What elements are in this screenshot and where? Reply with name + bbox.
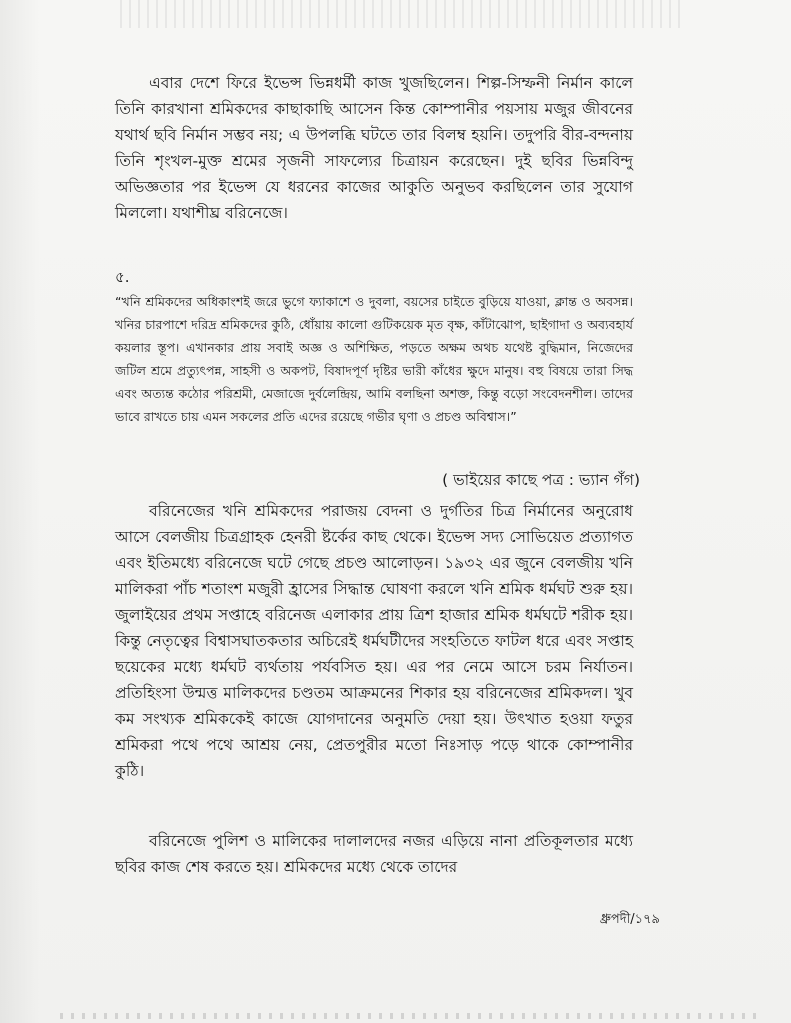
paragraph-opening: এবার দেশে ফিরে ইভেন্স ভিন্নধর্মী কাজ খুজছিলেন। শিল্প-সিম্ফনী নির্মান কালে তিনি কারখানা শ্রমিকদের কাছাকাছি আসেন কিন্ত কোম্পানীর পয়সায় মজুর জীবনের যথার্থ ছবি নির্মান সম্ভব নয়; এ উপলব্ধি ঘটতে তার বিলম্ব হয়নি। তদুপরি বীর-বন্দনায় তিনি শৃংখল-মুক্ত শ্রমের সৃজনী সাফল্যের চিত্রায়ন করেছেন। দুই ছবির ভিন্নবিন্দু অভিজ্ঞতার পর ইভেন্স যে ধরনের কাজের আকুতি অনুভব করছিলেন তার সুযোগ মিললো। যথাশীঘ্র বরিনেজে। xyxy=(115,74,633,222)
quote-source: ( ভাইয়ের কাছে পত্র : ভ্যান গঁগ) xyxy=(442,471,640,489)
letter-quote: “খনি শ্রমিকদের অধিকাংশই জরে ভুগে ফ্যাকাশে ও দুবলা, বয়সের চাইতে বুড়িয়ে যাওয়া, ক্লান্ত ও অবসন্ন। খনির চারপাশে দরিদ্র শ্রমিকদের কুঠি, ধোঁয়ায় কালো গুটিকয়েক মৃত বৃক্ষ, কাঁটাঝোপ, ছাইগাদা ও অব্যবহার্য কয়লার স্তূপ। এখানকার প্রায় সবাই অজ্ঞ ও অশিক্ষিত, পড়তে অক্ষম অথচ যথেষ্ট বুদ্ধিমান, নিজেদের জটিল শ্রমে প্রত্যুৎপন্ন, সাহসী ও অকপট, বিষাদপূর্ণ দৃষ্টির ভারী কাঁধের ক্ষুদে মানুষ। বহু বিষয়ে তারা সিদ্ধ এবং অত্যন্ত কঠোর পরিশ্রমী, মেজাজে দুর্বলেন্দ্রিয়, আমি বলছিনা অশক্ত, কিন্তু বড়ো সংবেদনশীল। তাদের ভাবে রাখতে চায় এমন সকলের প্রতি এদের রয়েছে গভীর ঘৃণা ও প্রচণ্ড অবিশ্বাস।” xyxy=(115,294,633,424)
show-through-text xyxy=(120,0,680,28)
paragraph-borinage: বরিনেজের খনি শ্রমিকদের পরাজয় বেদনা ও দুর্গতির চিত্র নির্মানের অনুরোধ আসে বেলজীয় চিত্রগ্রাহক হেনরী ষ্টর্কের কাছ থেকে। ইভেন্স সদ্য সোভিয়েত প্রত্যাগত এবং ইতিমধ্যে বরিনেজে ঘটে গেছে প্রচণ্ড আলোড়ন। ১৯৩২ এর জুনে বেলজীয় খনি মালিকরা পাঁচ শতাংশ মজুরী হ্রাসের সিদ্ধান্ত ঘোষণা করলে খনি শ্রমিক ধর্মঘট শুরু হয়। জুলাইয়ের প্রথম সপ্তাহে বরিনেজ এলাকার প্রায় ত্রিশ হাজার শ্রমিক ধর্মঘটে শরীক হয়। কিন্তু নেতৃত্বের বিশ্বাসঘাতকতার অচিরেই ধর্মঘটীদের সংহতিতে ফাটল ধরে এবং সপ্তাহ ছয়েকের মধ্যে ধর্মঘট ব্যর্থতায় পর্যবসিত হয়। এর পর নেমে আসে চরম নির্যাতন। প্রতিহিংসা উন্মত্ত মালিকদের চণ্ডতম আক্রমনের শিকার হয় বরিনেজের শ্রমিকদল। খুব কম সংখ্যক শ্রমিককেই কাজে যোগদানের অনুমতি দেয়া হয়। উৎখাত হওয়া ফতুর শ্রমিকরা পথে পথে আশ্রয় নেয়, প্রেতপুরীর মতো নিঃসাড় পড়ে থাকে কোম্পানীর কুঠি। xyxy=(115,502,633,780)
paragraph-closing: বরিনেজে পুলিশ ও মালিকের দালালদের নজর এড়িয়ে নানা প্রতিকূলতার মধ্যে ছবির কাজ শেষ করতে হয়। শ্রমিকদের মধ্যে থেকে তাদের xyxy=(115,832,633,876)
page-edge-marks xyxy=(60,1013,760,1019)
section-number: ৫. xyxy=(115,268,130,286)
page-footer: ধ্রুপদী/১৭৯ xyxy=(599,912,660,927)
